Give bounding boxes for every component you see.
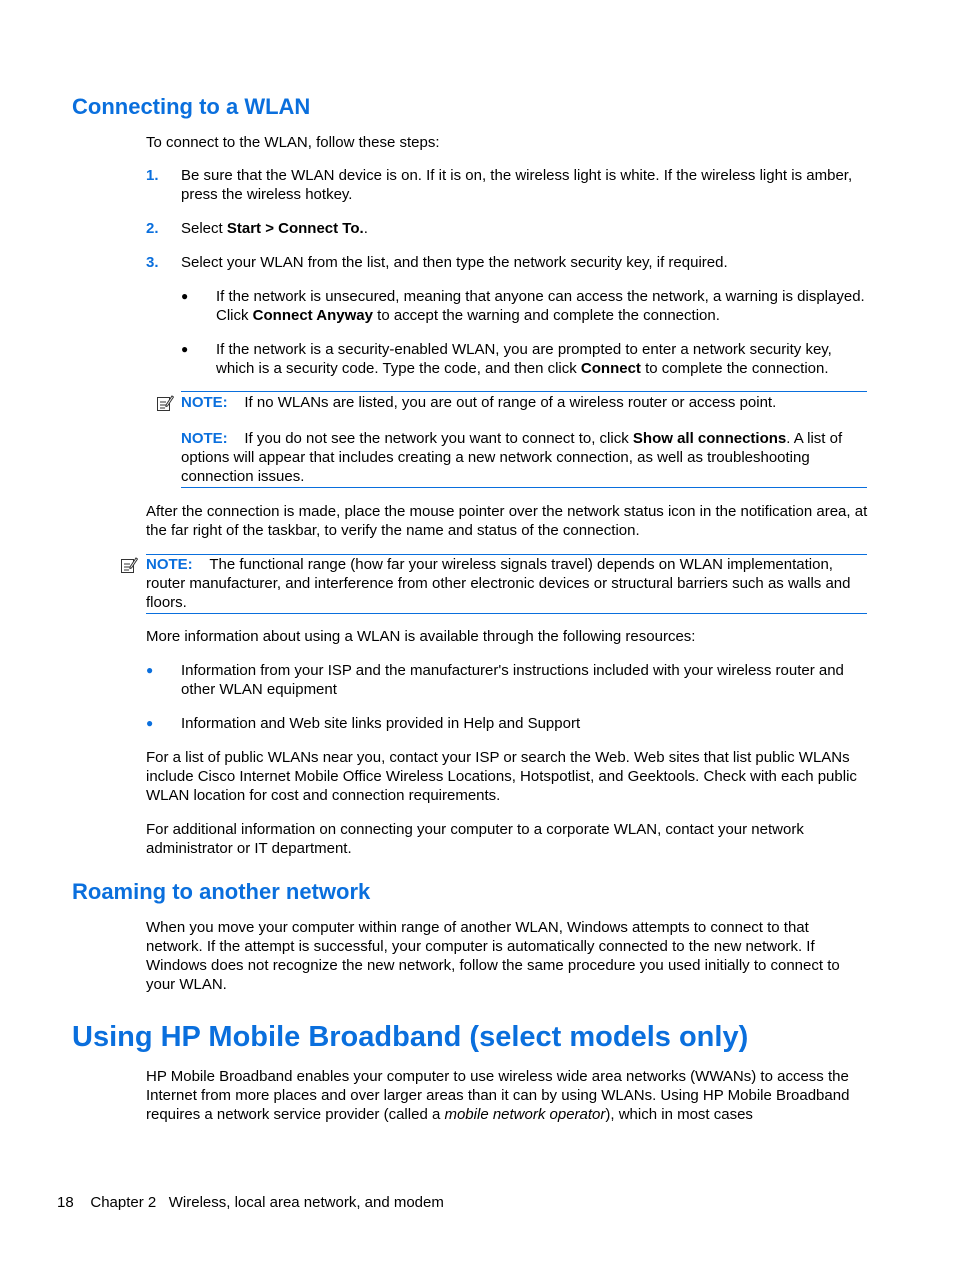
corporate-wlan-paragraph: For additional information on connecting your computer to a corporate WLAN, contact your network administrator or IT department.: [146, 821, 804, 857]
note-rule-top: [181, 391, 867, 392]
footer-chapter: Chapter 2: [90, 1194, 157, 1211]
page-footer: [57, 1193, 444, 1212]
intro-paragraph: To connect to the WLAN, follow these steps:: [146, 134, 440, 151]
note-show-all-connections: NOTE: If you do not see the network you want to connect to, click Show all connections. A list of options will appear that includes creating a new network connection, as well as troubleshooting connection issues.: [181, 430, 843, 485]
step-number-1: 1.: [146, 167, 159, 184]
step-number-2: 2.: [146, 220, 159, 237]
public-wlans-paragraph: For a list of public WLANs near you, contact your ISP or search the Web. Web sites that list public WLANs include Cisco Internet Mobile Office Wireless Locations, Hotspotlist, and Geektools. Check with each public WLAN location for cost and connection requirements.: [146, 749, 857, 804]
bullet-icon: ●: [146, 716, 154, 730]
step-text-1: Be sure that the WLAN device is on. If it is on, the wireless light is white. If the wireless light is amber, press the wireless hotkey.: [181, 167, 853, 203]
section-heading-mobile-broadband: Using HP Mobile Broadband (select models only): [72, 1021, 749, 1053]
mobile-broadband-paragraph: HP Mobile Broadband enables your computer to use wireless wide area networks (WWANs) to access the Internet from more places and over larger areas than it can by using WLANs. Using HP Mobile Broadband requires a network service provider (called a mobile network operator), which in most cases: [146, 1068, 850, 1123]
sub-bullet-unsecured: If the network is unsecured, meaning that anyone can access the network, a warning is displayed. Click Connect Anyway to accept the warning and complete the connection.: [216, 288, 865, 324]
note-rule-bottom: [181, 487, 867, 488]
section-heading-roaming: Roaming to another network: [72, 879, 371, 904]
footer-chapter-title: Wireless, local area network, and modem: [168, 1194, 444, 1211]
resource-item-help: Information and Web site links provided in Help and Support: [181, 715, 581, 732]
resource-item-isp: Information from your ISP and the manufacturer's instructions included with your wireless router and other WLAN equipment: [181, 662, 844, 698]
bullet-icon: ●: [181, 342, 189, 356]
note-icon: [120, 556, 138, 574]
note-no-wlans: NOTE: If no WLANs are listed, you are out of range of a wireless router or access point.: [181, 394, 777, 411]
after-connection-paragraph: After the connection is made, place the mouse pointer over the network status icon in the notification area, at the far right of the taskbar, to verify the name and status of the connection.: [146, 503, 868, 539]
sub-bullet-secured: If the network is a security-enabled WLAN, you are prompted to enter a network security key, which is a security code. Type the code, and then click Connect to complete the connection.: [216, 341, 832, 377]
page-number: 18: [57, 1194, 74, 1211]
section-heading-connecting-wlan: Connecting to a WLAN: [72, 94, 311, 119]
step-number-3: 3.: [146, 254, 159, 271]
note-rule-bottom: [146, 613, 867, 614]
more-info-paragraph: More information about using a WLAN is available through the following resources:: [146, 628, 696, 645]
note-functional-range: NOTE: The functional range (how far your wireless signals travel) depends on WLAN implementation, router manufacturer, and interference from other electronic devices or structural barriers such as walls and floors.: [146, 556, 851, 611]
roaming-paragraph: When you move your computer within range of another WLAN, Windows attempts to connect to that network. If the attempt is successful, your computer is automatically connected to the new network. If Windows does not recognize the new network, follow the same procedure you used initially to connect to your WLAN.: [146, 919, 840, 993]
step-text-2: Select Start > Connect To..: [181, 220, 368, 237]
bullet-icon: ●: [181, 289, 189, 303]
note-icon: [156, 394, 174, 412]
step-text-3: Select your WLAN from the list, and then type the network security key, if required.: [181, 254, 728, 271]
bullet-icon: ●: [146, 663, 154, 677]
